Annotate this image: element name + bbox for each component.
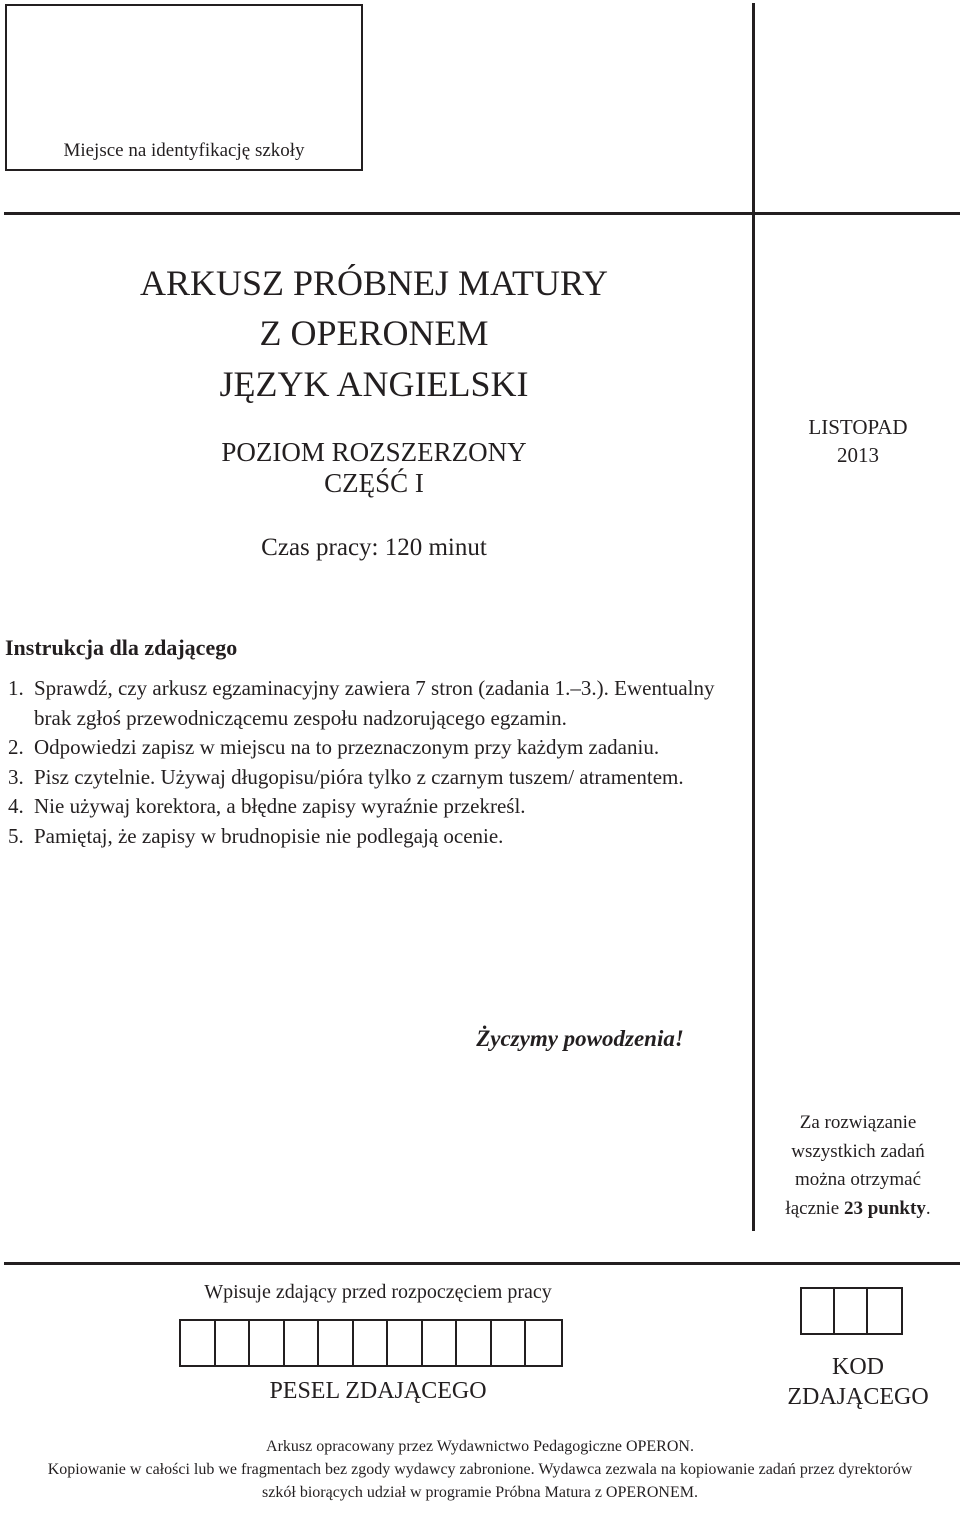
pesel-digit-cell[interactable] <box>319 1321 354 1365</box>
pesel-digit-cell[interactable] <box>492 1321 527 1365</box>
instruction-item: 2. Odpowiedzi zapisz w miejscu na to przeznaczonym przy każdym zadaniu. <box>8 735 660 759</box>
exam-time: Czas pracy: 120 minut <box>261 534 487 561</box>
pesel-digit-cell[interactable] <box>354 1321 389 1365</box>
school-id-box <box>5 4 363 171</box>
pesel-digit-cell[interactable] <box>250 1321 285 1365</box>
level-line-1: POZIOM ROZSZERZONY <box>221 437 527 467</box>
instruction-item: 1. Sprawdź, czy arkusz egzaminacyjny zawiera 7 stron (zadania 1.–3.). Ewentualny brak zgłoś przewodniczącemu zespołu nadzorującego egzamin. <box>8 676 715 730</box>
kod-input-grid[interactable] <box>800 1287 903 1335</box>
bottom-divider <box>4 1262 960 1265</box>
school-id-label: Miejsce na identyfikację szkoły <box>63 140 305 161</box>
footer-line-1: Arkusz opracowany przez Wydawnictwo Pedagogiczne OPERON. <box>266 1438 694 1455</box>
pesel-input-grid[interactable] <box>179 1319 563 1367</box>
pesel-digit-cell[interactable] <box>457 1321 492 1365</box>
pesel-digit-cell[interactable] <box>526 1321 561 1365</box>
instructions-list <box>0 674 750 851</box>
pesel-digit-cell[interactable] <box>216 1321 251 1365</box>
instruction-item: 3. Pisz czytelnie. Używaj długopisu/pióra tylko z czarnym tuszem/ atramentem. <box>8 764 684 789</box>
kod-label: KOD ZDAJĄCEGO <box>787 1354 929 1410</box>
kod-digit-cell[interactable] <box>868 1289 901 1333</box>
instruction-item: 5. Pamiętaj, że zapisy w brudnopisie nie podlegają ocenie. <box>8 823 504 848</box>
exam-year: 2013 <box>837 443 879 467</box>
footer-line-2: Kopiowanie w całości lub we fragmentach bez zgody wydawcy zabronione. Wydawca zezwala na kopiowanie zadań przez dyrektorów <box>47 1461 913 1478</box>
points-info: Za rozwiązanie wszystkich zadań można otrzymać łącznie 23 punkty. <box>785 1112 931 1219</box>
pesel-digit-cell[interactable] <box>285 1321 320 1365</box>
pesel-label: PESEL ZDAJĄCEGO <box>269 1378 487 1404</box>
footer-line-3: szkół biorących udział w programie Próbna Matura z OPERONEM. <box>262 1484 698 1501</box>
pesel-digit-cell[interactable] <box>423 1321 458 1365</box>
title-line-1: ARKUSZ PRÓBNEJ MATURY <box>139 263 609 303</box>
kod-digit-cell[interactable] <box>802 1289 835 1333</box>
exam-month: LISTOPAD <box>808 415 908 439</box>
instruction-item: 4. Nie używaj korektora, a błędne zapisy wyraźnie przekreśl. <box>8 794 526 818</box>
pesel-caption: Wpisuje zdający przed rozpoczęciem pracy <box>204 1281 552 1303</box>
level-line-2: CZĘŚĆ I <box>324 468 424 498</box>
top-divider <box>4 212 960 215</box>
kod-digit-cell[interactable] <box>835 1289 868 1333</box>
title-line-2: Z OPERONEM <box>259 313 489 353</box>
title-line-3: JĘZYK ANGIELSKI <box>219 364 529 404</box>
good-luck-message: Życzymy powodzenia! <box>476 1026 684 1051</box>
pesel-digit-cell[interactable] <box>388 1321 423 1365</box>
pesel-digit-cell[interactable] <box>181 1321 216 1365</box>
instructions-heading: Instrukcja dla zdającego <box>5 635 238 660</box>
